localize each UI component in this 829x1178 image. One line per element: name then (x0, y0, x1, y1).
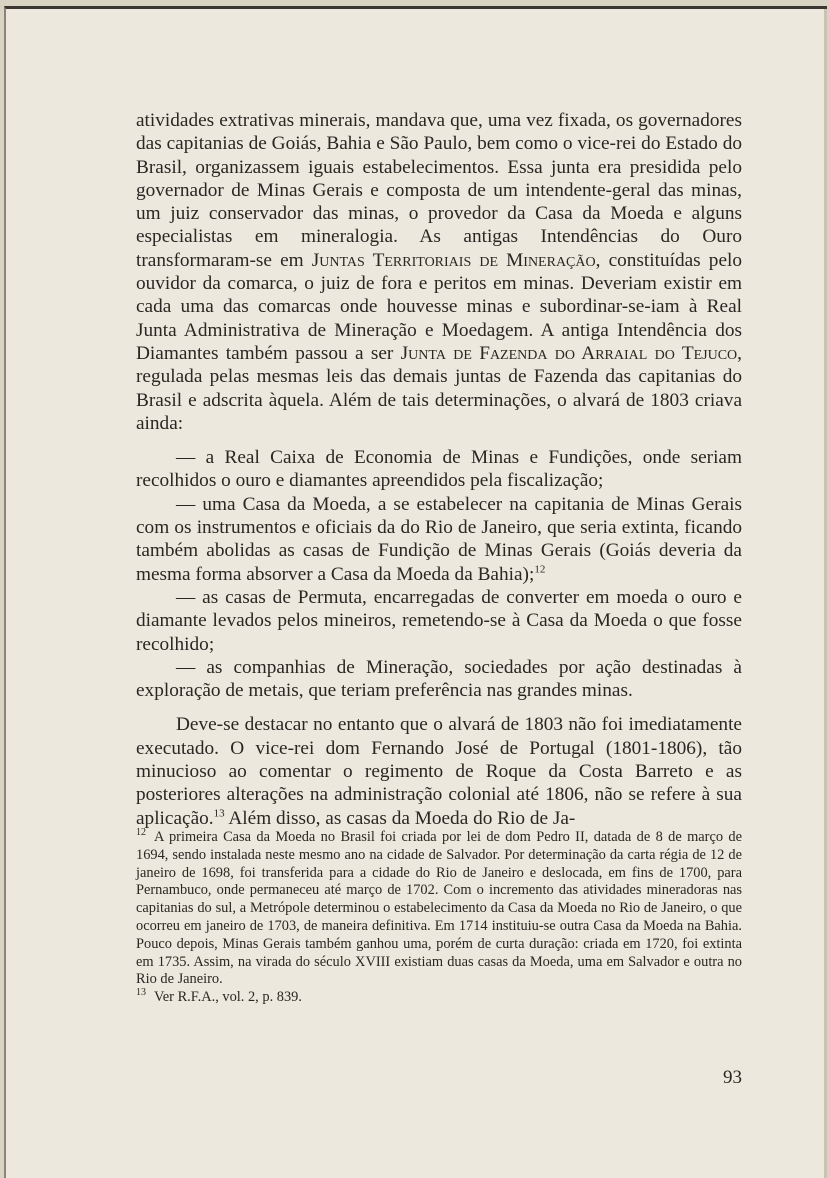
footnotes (136, 829, 742, 1007)
juntas-territoriais-term: Juntas Territoriais de Mineração (311, 249, 596, 271)
paragraph-1-part-c: , regulada pelas mesmas leis das demais juntas de Fazenda das capitanias do Brasil e adscrita àquela. Além de tais determinações, o alvará de 1803 criava ainda: (136, 342, 742, 434)
paragraph-2 (136, 713, 742, 829)
footnote-number: 12 (136, 827, 146, 839)
junta-fazenda-term: Junta de Fazenda do Arraial do Tejuco (400, 342, 738, 364)
paragraph-2-part-b: Além disso, as casas da Moeda do Rio de Ja- (224, 807, 576, 829)
footnote-ref-12[interactable]: 12 (534, 563, 546, 576)
list-item-text: — as companhias de Mineração, sociedades por ação destinadas à exploração de metais, que teriam preferência nas grandes minas. (136, 656, 742, 702)
book-page (4, 6, 827, 1178)
footnote-12 (136, 829, 742, 989)
paragraph-1-part-b: , constituídas pelo ouvidor da comarca, o juiz de fora e peritos em minas. Deveriam existir em cada uma das comarcas onde houvesse minas e subordinar-se-iam à Real Junta Administrativa de Mineração e Moedagem. A antiga Intendência dos Diamantes também passou a ser (136, 249, 742, 364)
list-item-caixa (136, 446, 742, 493)
page-number: 93 (723, 1067, 742, 1088)
list-item-companhias (136, 656, 742, 703)
list-item-text: — as casas de Permuta, encarregadas de converter em moeda o ouro e diamante levados pelos mineiros, remetendo-se à Casa da Moeda o que fosse recolhido; (136, 586, 742, 655)
paragraph-1 (136, 109, 742, 435)
footnote-ref-13[interactable]: 13 (213, 807, 225, 820)
footnote-text: A primeira Casa da Moeda no Brasil foi criada por lei de dom Pedro II, datada de 8 de março de 1694, sendo instalada neste mesmo ano na cidade de Salvador. Por determinação da carta régia de 12 de janeiro de 1698, foi transferida para a cidade do Rio de Janeiro e deslocada, em fins de 1700, para Pernambuco, onde permaneceu até março de 1702. Com o incremento das atividades mineradoras nas capitanias do sul, a Metrópole determinou o estabelecimento da Casa da Moeda no Rio de Janeiro, o que ocorreu em janeiro de 1703, de maneira definitiva. Em 1714 instituiu-se outra Casa da Moeda na Bahia. Pouco depois, Minas Gerais também ganhou uma, porém de curta duração: criada em 1720, foi extinta em 1735. Assim, na virada do século XVIII existiam duas casas da Moeda, uma em Salvador e outra no Rio de Janeiro. (136, 829, 742, 988)
footnote-13 (136, 989, 742, 1007)
list-item-text: — a Real Caixa de Economia de Minas e Fundições, onde seriam recolhidos o ouro e diamantes apreendidos pela fiscalização; (136, 447, 742, 492)
footnote-text: Ver R.F.A., vol. 2, p. 839. (154, 989, 302, 1006)
list-item-permuta (136, 586, 742, 656)
paragraph-2-part-a: Deve-se destacar no entanto que o alvará de 1803 não foi imediatamente executado. O vice-rei dom Fernando José de Portugal (1801-1806), tão minucioso ao comentar o regimento de Roque da Costa Barreto e as posteriores alterações na administração colonial até 1806, não se refere à sua aplicação. (136, 714, 742, 829)
list-item-text: — uma Casa da Moeda, a se estabelecer na capitania de Minas Gerais com os instrumentos e oficiais da do Rio de Janeiro, que seria extinta, ficando também abolidas as casas de Fundição de Minas Gerais (Goiás deveria da mesma forma absorver a Casa da Moeda da Bahia); (136, 493, 742, 585)
page-edge (824, 9, 827, 1178)
list-item-casa-moeda (136, 493, 742, 586)
paragraph-1-part-a: atividades extrativas minerais, mandava que, uma vez fixada, os governadores das capitanias de Goiás, Bahia e São Paulo, bem como o vice-rei do Estado do Brasil, organizassem iguais estabelecimentos. Essa junta era presidida pelo governador de Minas Gerais e composta de um intendente-geral das minas, um juiz conservador das minas, o provedor da Casa da Moeda e alguns especialistas em mineralogia. As antigas Intendências do Ouro transformaram-se em (136, 110, 742, 271)
footnote-number: 13 (136, 987, 146, 999)
main-text (136, 109, 742, 830)
